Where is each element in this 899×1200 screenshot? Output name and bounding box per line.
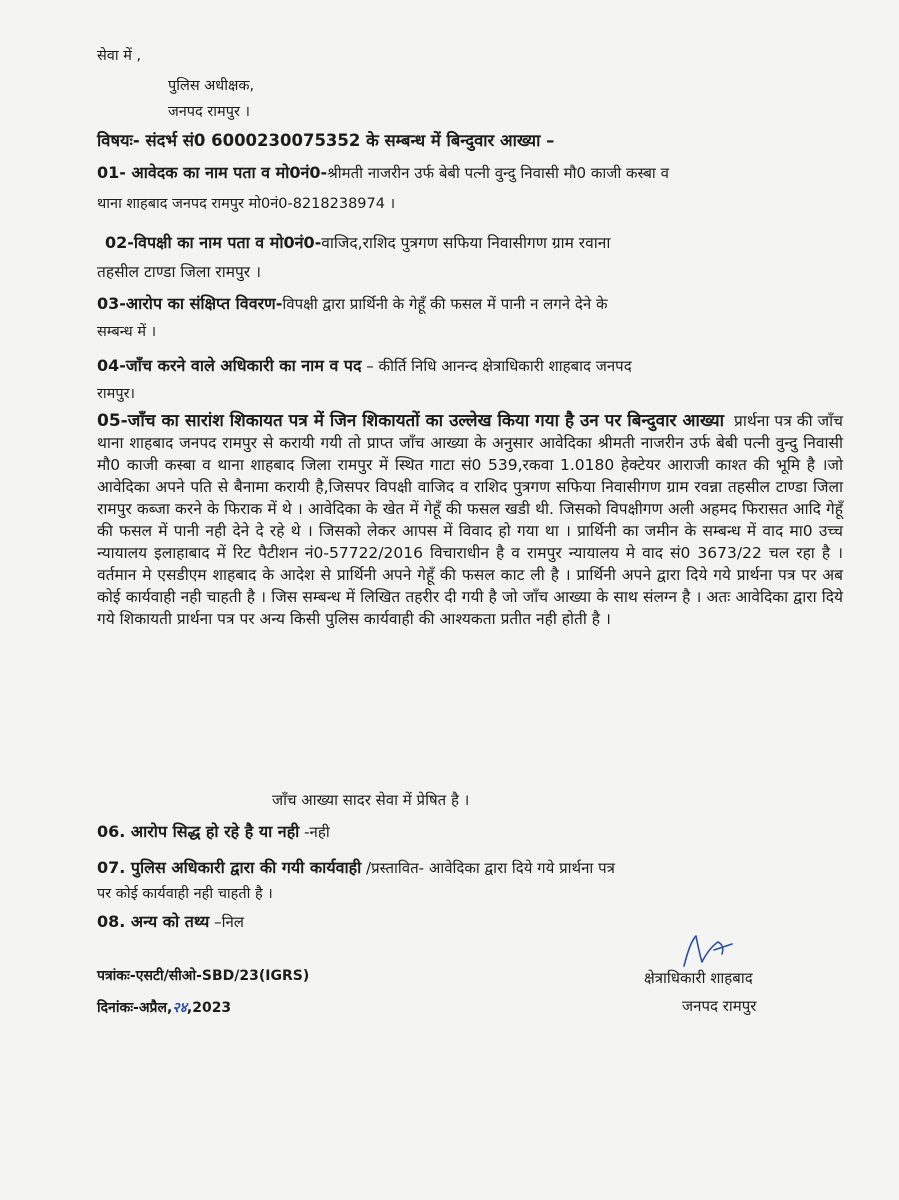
item-05-heading: 05-जाँच का सारांश शिकायत पत्र में जिन शिकायतों का उल्लेख किया गया है उन पर बिन्दुवार आख्या [97, 411, 725, 431]
item-07-line1 [97, 858, 615, 878]
item-05-body: प्रार्थना पत्र की जाँच थाना शाहबाद जनपद रामपुर से करायी गयी तो प्राप्त जाँच आख्या के अनुसार आवेदिका श्रीमती नाजरीन उर्फ बेबी पत्नी वुन्दु निवासी मौ0 काजी कस्बा व थाना शाहबाद जिला रामपुर में स्थित गाटा सं0 539,रकवा 1.0180 हेक्टेयर आराजी काश्त की भूमि है ।जो आवेदिका अपने पति से बैनामा करायी है,जिसपर विपक्षी वाजिद व राशिद पुत्रगण सफिया निवासीगण ग्राम रवन्ना तहसील टाण्डा जिला रामपुर कब्जा करने के फिराक में थे । आवेदिका के खेत में गेहूँ की फसल खडी थी. जिसको विपक्षीगण अली अहमद फिरासत आदि गेहूँ की फसल में पानी नही देने दे रहे थे । जिसको लेकर आपस में विवाद हो गया था । प्रार्थिनी का जमीन के सम्बन्ध में वाद मा0 उच्च न्यायालय इलाहाबाद में रिट पैटीशन नं0-57722/2016 विचाराधीन है व रामपुर न्यायालय मे वाद सं0 3673/22 चल रहा है । वर्तमान मे एसडीएम शाहबाद के आदेश से प्रार्थिनी अपने गेहूँ की फसल काट ली है । प्रार्थिनी अपने द्वारा दिये गये प्रार्थना पत्र पर अब कोई कार्यवाही नही चाहती है । जिस सम्बन्ध में लिखित तहरीर दी गयी है जो जाँच आख्या के साथ संलग्न है । अतः आवेदिका द्वारा दिये गये शिकायती प्रार्थना पत्र पर अन्य किसी पुलिस कार्यवाही की आश्यकता प्रतीत नही होती है । [97, 412, 844, 628]
item-03-text-b: सम्बन्ध में । [97, 324, 157, 340]
signatory-district: जनपद रामपुर [682, 997, 757, 1015]
item-03-line1 [97, 294, 607, 314]
item-01-text-b: थाना शाहबाद जनपद रामपुर मो0नं0-8218238974 । [97, 196, 396, 212]
signatory-designation: क्षेत्राधिकारी शाहबाद [644, 969, 753, 987]
subject-line: विषयः- संदर्भ सं0 6000230075352 के सम्बन्ध में बिन्दुवार आख्या – [97, 131, 555, 150]
item-04-text-b: रामपुर। [97, 386, 136, 402]
item-02-heading: 02-विपक्षी का नाम पता व मो0नं0- [105, 233, 322, 252]
item-08-heading: 08. अन्य को तथ्य [97, 912, 210, 931]
item-07-text-a: /प्रस्तावित- आवेदिका द्वारा दिये गये प्रार्थना पत्र [361, 859, 615, 877]
item-08-line [97, 912, 244, 932]
item-02-line1 [105, 233, 610, 253]
item-02-text-b: तहसील टाण्डा जिला रामपुर । [97, 263, 261, 281]
salutation: सेवा में , [97, 48, 142, 64]
item-04-heading: 04-जाँच करने वाले अधिकारी का नाम व पद [97, 356, 362, 375]
recipient-district: जनपद रामपुर । [168, 104, 250, 120]
item-04-line1 [97, 356, 632, 376]
item-04-text-a: – कीर्ति निधि आनन्द क्षेत्राधिकारी शाहबाद जनपद [361, 357, 632, 375]
item-07-heading: 07. पुलिस अधिकारी द्वारा की गयी कार्यवाही [97, 858, 362, 877]
item-03-text-a: विपक्षी द्वारा प्रार्थिनी के गेहूँ की फसल में पानी न लगने देने के [282, 295, 608, 313]
item-02-text-a: वाजिद,राशिद पुत्रगण सफिया निवासीगण ग्राम रवाना [321, 234, 611, 252]
item-07-text-b: पर कोई कार्यवाही नही चाहती है । [97, 886, 273, 902]
item-06-heading: 06. आरोप सिद्ध हो रहे है या नही [97, 822, 300, 841]
dispatch-date [97, 998, 231, 1018]
item-03-heading: 03-आरोप का संक्षिप्त विवरण- [97, 294, 283, 313]
item-01-line1 [97, 163, 669, 183]
signature-scribble [678, 932, 738, 972]
item-01-heading: 01- आवेदक का नाम पता व मो0नं0- [97, 163, 328, 182]
item-05-closing: जाँच आख्या सादर सेवा में प्रेषित है । [272, 791, 470, 809]
date-prefix: दिनांकः-अप्रैल, [97, 1000, 173, 1016]
item-06-text: -नही [299, 823, 330, 841]
item-05-paragraph [97, 410, 843, 630]
recipient-title: पुलिस अधीक्षक, [168, 78, 255, 94]
reference-number: पत्रांकः-एसटी/सीओ-SBD/23(IGRS) [97, 968, 310, 984]
date-suffix: ,2023 [186, 1000, 232, 1016]
item-01-text-a: श्रीमती नाजरीन उर्फ बेबी पत्नी वुन्दु निवासी मौ0 काजी कस्बा व [327, 164, 669, 182]
item-06-line [97, 822, 330, 842]
date-day-handwritten: २४ [172, 1000, 187, 1016]
item-08-text: –निल [209, 913, 244, 931]
